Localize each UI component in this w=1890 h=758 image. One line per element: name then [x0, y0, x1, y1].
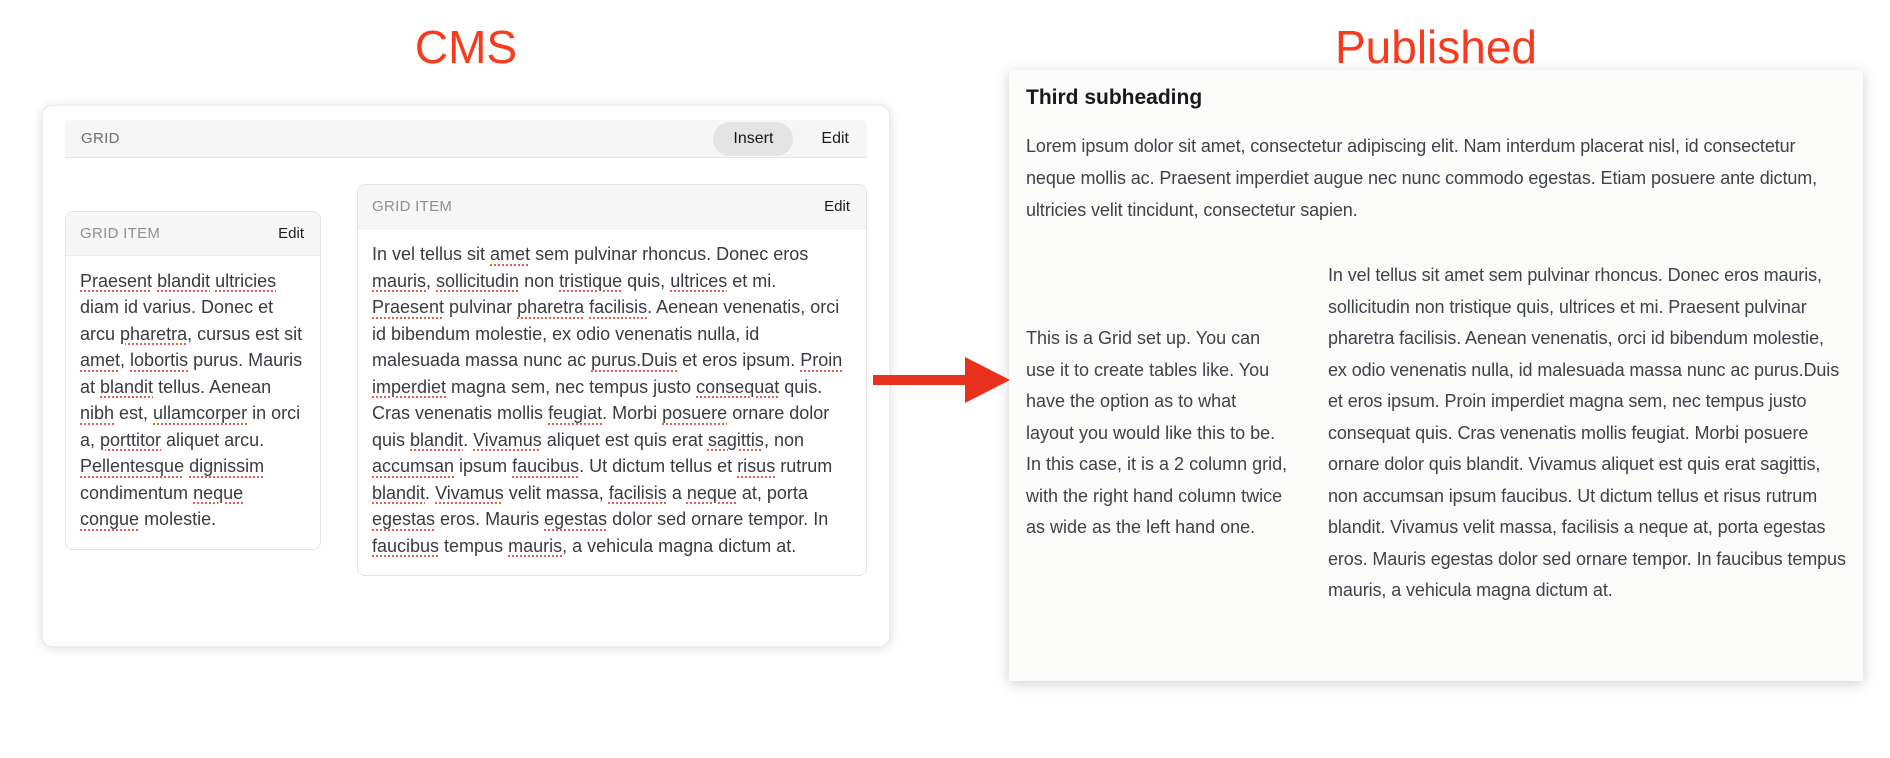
grid-item-right-edit-button[interactable]: Edit [822, 194, 852, 219]
transform-arrow-icon [873, 357, 1010, 403]
grid-item-right-content[interactable]: In vel tellus sit amet sem pulvinar rhoncus. Donec eros mauris, sollicitudin non tristique quis, ultrices et mi. Praesent pulvinar pharetra facilisis. Aenean venenatis, orci id bibendum molestie, ex odio venenatis nulla, id malesuada massa nunc ac purus.Duis et eros ipsum. Proin imperdiet magna sem, nec tempus justo consequat quis. Cras venenatis mollis feugiat. Morbi posuere ornare dolor quis blandit. Vivamus aliquet est quis erat sagittis, non accumsan ipsum faucibus. Ut dictum tellus et risus rutrum blandit. Vivamus velit massa, facilisis a neque at, porta egestas eros. Mauris egestas dolor sed ornare tempor. In faucibus tempus mauris, a vehicula magna dictum at. [372, 244, 843, 556]
cms-panel [42, 105, 890, 647]
grid-item-left-content[interactable]: Praesent blandit ultricies diam id varius. Donec et arcu pharetra, cursus est sit amet, lobortis purus. Mauris at blandit tellus. Aenean nibh est, ullamcorper in orci a, porttitor aliquet arcu. Pellentesque dignissim condimentum neque congue molestie. [80, 270, 303, 529]
published-heading: Third subheading [1026, 86, 1203, 109]
grid-item-left [65, 211, 321, 550]
published-grid [1026, 260, 1846, 607]
published-intro-paragraph: Lorem ipsum dolor sit amet, consectetur adipiscing elit. Nam interdum placerat nisl, id consectetur neque mollis ac. Praesent imperdiet augue nec nunc commodo egestas. Etiam posuere ante dictum, ultricies velit tincidunt, consectetur sapien. [1026, 136, 1818, 220]
grid-toolbar-actions [713, 122, 851, 156]
grid-item-label: GRID ITEM [372, 198, 453, 215]
grid-item-label: GRID ITEM [80, 224, 161, 242]
grid-toolbar [65, 120, 867, 158]
insert-button[interactable]: Insert [713, 122, 793, 156]
published-panel [1009, 70, 1863, 681]
grid-edit-button[interactable]: Edit [819, 126, 851, 152]
grid-item-right [357, 184, 867, 576]
grid-item-left-header [66, 212, 320, 256]
published-grid-left-column: This is a Grid set up. You can use it to create tables like. You have the option as to what layout you would like this to be. In this case, it is a 2 column grid, with the right hand column twice as wide as the left hand one. [1026, 328, 1288, 537]
grid-item-right-header [358, 185, 866, 229]
grid-item-left-edit-button[interactable]: Edit [276, 221, 306, 246]
cms-section-title: CMS [414, 21, 518, 73]
published-grid-right-column: In vel tellus sit amet sem pulvinar rhoncus. Donec eros mauris, sollicitudin non tristique quis, ultrices et mi. Praesent pulvinar pharetra facilisis. Aenean venenatis, orci id bibendum molestie, ex odio venenatis nulla, id malesuada massa nunc ac purus.Duis et eros ipsum. Proin imperdiet magna sem, nec tempus justo consequat quis. Cras venenatis mollis feugiat. Morbi posuere ornare dolor quis blandit. Vivamus aliquet est quis erat sagittis, non accumsan ipsum faucibus. Ut dictum tellus et risus rutrum blandit. Vivamus velit massa, facilisis a neque at, porta egestas eros. Mauris egestas dolor sed ornare tempor. In faucibus tempus mauris, a vehicula magna dictum at. [1328, 265, 1846, 600]
grid-items-row [65, 158, 867, 628]
published-section-title: Published [1334, 21, 1538, 73]
grid-block-label: GRID [81, 130, 120, 147]
